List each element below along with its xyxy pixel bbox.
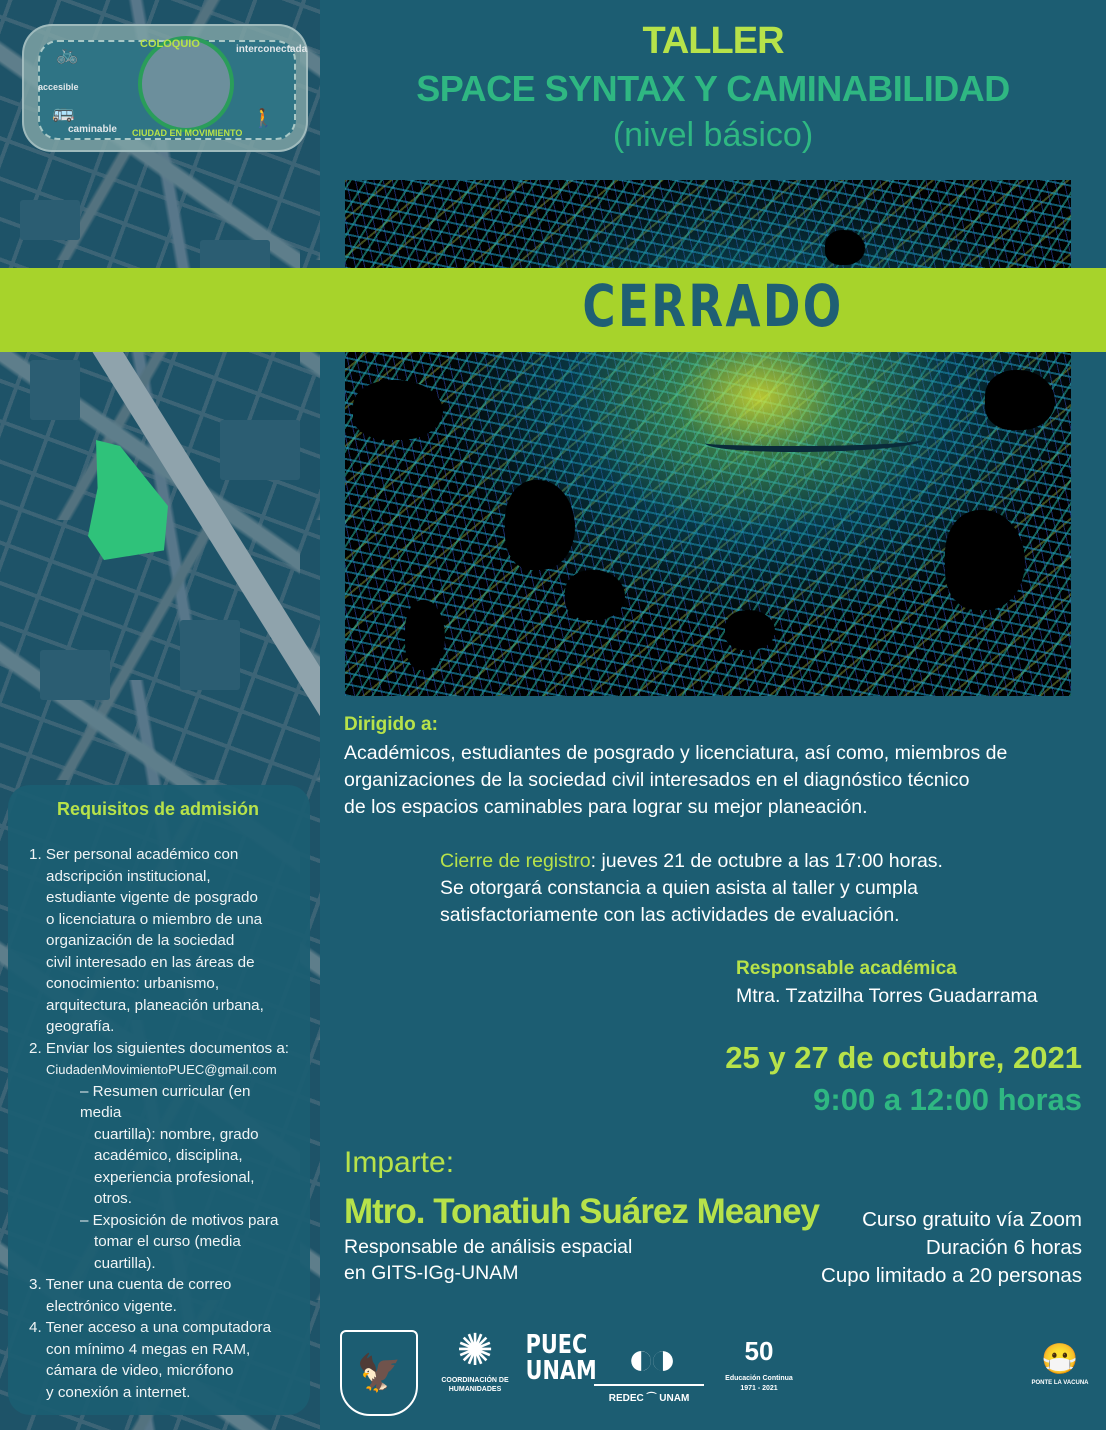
river-line — [705, 430, 925, 452]
puma-mask-icon: 😷 — [1041, 1343, 1079, 1376]
document-motives: – Exposición de motivos para tomar el curso (media cuartilla). — [80, 1211, 279, 1272]
bus-icon: 🚌 — [52, 102, 75, 122]
logo-caminable: caminable — [68, 124, 117, 135]
footer-logos — [340, 1322, 1106, 1422]
city-map-circle — [138, 36, 234, 132]
closed-banner-text: CERRADO — [582, 272, 844, 340]
requirement-3: 3. Tener una cuenta de correo electrónico vigente. — [29, 1276, 232, 1315]
logo-accesible: accesible — [38, 82, 79, 92]
directed-label: Dirigido a: — [344, 714, 438, 735]
directed-text: Académicos, estudiantes de posgrado y licenciatura, así como, miembros de organizaciones de la sociedad civil interesados en el diagnóstico técnico de los espacios caminables para lograr su mejor planeación. — [344, 742, 1008, 818]
unam-shield-logo: 🦅 — [340, 1330, 418, 1416]
requirement-4: 4. Tener acceso a una computadora con mínimo 4 megas en RAM, cámara de video, micrófono y conexión a internet. — [29, 1319, 272, 1401]
speaker-name: Mtro. Tonatiuh Suárez Meaney — [344, 1192, 820, 1231]
contact-email[interactable]: CiudadenMovimientoPUEC@gmail.com — [46, 1062, 277, 1077]
documents-sublist — [46, 1081, 294, 1275]
requirement-1: 1. Ser personal académico con adscripción institucional, estudiante vigente de posgrado o licenciatura o miembro de una organización de la sociedad civil interesado en las áreas de conocimiento: urbanismo, arquitectura, planeación urbana, geografía. — [29, 846, 264, 1035]
ponte-puma-vacuna-logo: 😷 PONTE LA VACUNA — [1030, 1340, 1090, 1386]
speaker-role: Responsable de análisis espacial en GITS-IGg-UNAM — [344, 1236, 633, 1284]
responsible-label: Responsable académica — [736, 958, 957, 979]
puec-unam-logo: PUEC UNAM — [525, 1330, 597, 1386]
document-cv: – Resumen curricular (en media cuartilla): nombre, grado académico, disciplina, experiencia profesional, otros. — [80, 1082, 259, 1207]
redec-unam-logo: ◐◑ REDEC ⌒ UNAM — [594, 1332, 704, 1404]
course-info: Curso gratuito vía Zoom Duración 6 horas Cupo limitado a 20 personas — [821, 1208, 1082, 1287]
humanidades-mark-icon: ✺ — [456, 1326, 494, 1375]
event-dates: 25 y 27 de octubre, 2021 — [725, 1040, 1082, 1075]
logo-interconectada: interconectada — [236, 44, 308, 55]
workshop-title: SPACE SYNTAX Y CAMINABILIDAD — [416, 68, 1010, 109]
closing-label: Cierre de registro — [440, 850, 591, 872]
coordinacion-humanidades-logo: ✺ COORDINACIÓN DE HUMANIDADES — [441, 1326, 509, 1393]
park-area — [88, 440, 168, 560]
redec-mark-icon: ◐◑ — [627, 1332, 671, 1384]
closing-date: : jueves 21 de octubre a las 17:00 horas. — [590, 850, 943, 872]
event-hours: 9:00 a 12:00 horas — [813, 1082, 1082, 1117]
workshop-level: (nivel básico) — [612, 116, 814, 154]
coloquio-logo — [22, 24, 308, 152]
workshop-label: TALLER — [642, 20, 784, 62]
registration-closing: Cierre de registro: jueves 21 de octubre a las 17:00 horas. Se otorgará constancia a quien asista al taller y cumpla satisfactoriamente con las actividades de evaluación. — [440, 850, 943, 926]
logo-coloquio: COLOQUIO — [140, 38, 200, 50]
educacion-continua-50-logo: 50 Educación Continua 1971 - 2021 — [725, 1336, 793, 1392]
requirement-2: 2. Enviar los siguientes documentos a: CiudadenMovimientoPUEC@gmail.com – Resumen curricular (en media cuartilla): nombre, grado académico, disciplina, experiencia profesional, otros. – Exposición de motivos para tomar el curso (media cuartilla). — [22, 1038, 294, 1275]
requirements-title: Requisitos de admisión — [56, 799, 260, 819]
speaker-label: Imparte: — [344, 1146, 455, 1179]
space-syntax-map-image — [345, 180, 1071, 696]
logo-ciudad: CIUDAD EN MOVIMIENTO — [132, 128, 243, 138]
pedestrian-icon: 🚶 — [252, 108, 275, 128]
bicycle-icon: 🚲 — [56, 44, 79, 64]
requirements-panel — [8, 785, 310, 1415]
requirements-list — [22, 844, 294, 1403]
responsible-name: Mtra. Tzatzilha Torres Guadarrama — [736, 985, 1038, 1007]
